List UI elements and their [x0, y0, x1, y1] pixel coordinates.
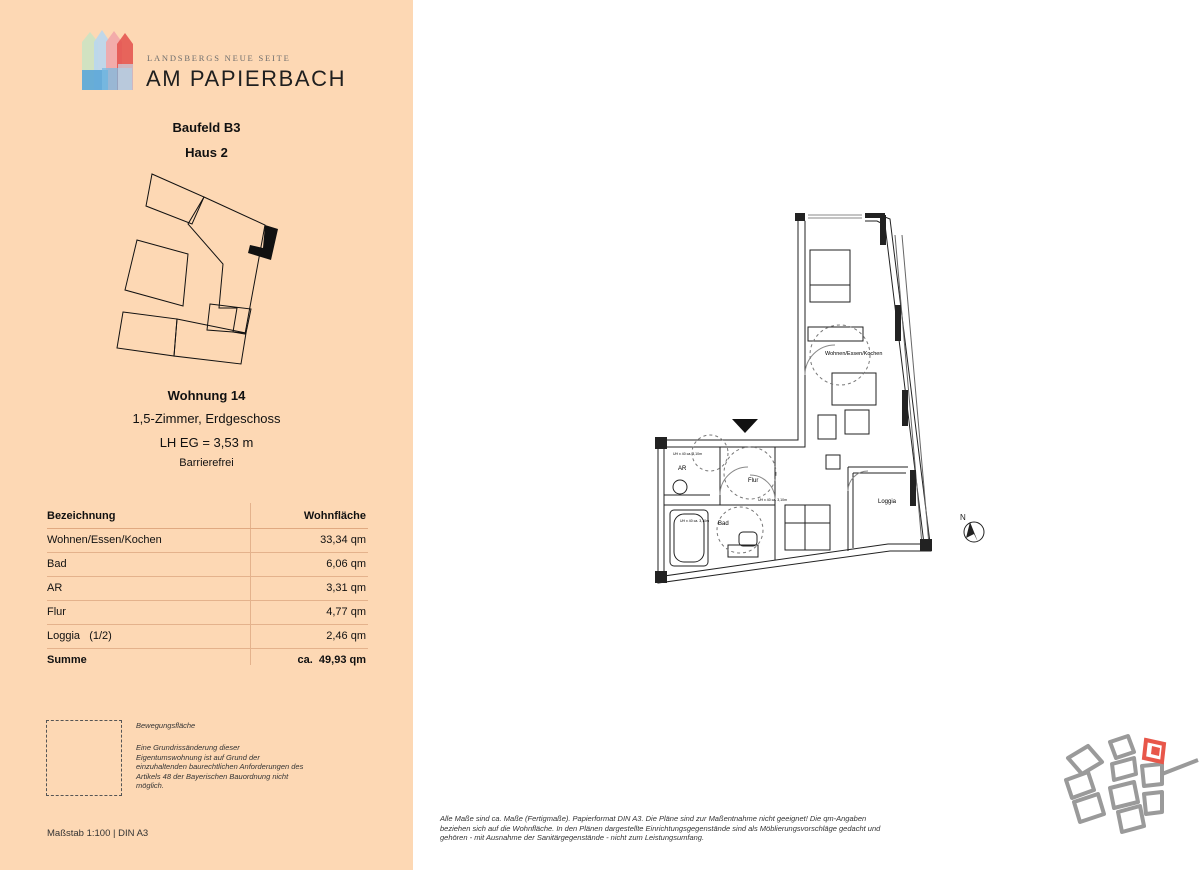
room-label-loggia: Loggia	[878, 499, 897, 505]
table-row	[47, 577, 368, 601]
floor-plan	[640, 205, 950, 595]
table-row	[47, 529, 368, 553]
site-map-icon	[1058, 728, 1200, 838]
row-area: 3,31 qm	[326, 582, 366, 594]
table-row	[47, 625, 368, 649]
room-label-hall: Flur	[748, 478, 759, 484]
apartment-rooms: 1,5-Zimmer, Erdgeschoss	[132, 411, 281, 426]
plan-note-1: UH x 40 ca. 3,10m	[673, 452, 702, 456]
apartment-access: Barrierefrei	[179, 457, 234, 469]
header-name: Bezeichnung	[47, 510, 116, 522]
legend-title: Bewegungsfläche	[136, 721, 196, 730]
area-table	[47, 505, 368, 672]
apartment-height: LH EG = 3,53 m	[159, 435, 254, 450]
compass-label: N	[960, 513, 966, 522]
building-field: Baufeld B3	[172, 120, 241, 135]
plan-note-3: UH x 40 ca. 3,10m	[758, 498, 787, 502]
north-compass-icon	[952, 508, 992, 548]
row-name: Bad	[47, 558, 67, 570]
room-label-bath: Bad	[718, 521, 729, 527]
building-house: Haus 2	[185, 145, 228, 160]
apartment-title: Wohnung 14	[167, 388, 246, 403]
header-area: Wohnfläche	[303, 510, 366, 522]
room-label-living: Wohnen/Essen/Kochen	[825, 351, 883, 357]
row-name: Wohnen/Essen/Kochen	[47, 534, 162, 546]
table-row	[47, 601, 368, 625]
table-total-row	[47, 649, 368, 672]
row-area: 2,46 qm	[326, 630, 366, 642]
room-label-ar: AR	[678, 466, 687, 472]
brand-name: AM PAPIERBACH	[146, 66, 347, 91]
scale-label: Maßstab 1:100 | DIN A3	[47, 828, 149, 839]
total-area: ca. 49,93 qm	[297, 654, 366, 666]
row-name: AR	[47, 582, 63, 594]
disclaimer-text: Alle Maße sind ca. Maße (Fertigmaße). Papierformat DIN A3. Die Pläne sind zur Maßentnahme nicht geeignet! Die qm-Angaben beziehen sich auf die Wohnfläche. In den Plänen dargestellte Einrichtungsgegenstände sind als Möblierungsvorschläge gedacht und gehören - mit Ausnahme der Sanitärgegenstände - nicht zum Leistungsumfang.	[440, 814, 881, 843]
info-sidebar	[0, 0, 413, 870]
row-area: 4,77 qm	[326, 606, 366, 618]
plan-note-2: UH x 40 ca. 3,10m	[680, 519, 709, 523]
row-name: Flur	[47, 606, 66, 618]
legend-text: Eine Grundrissänderung dieser Eigentumswohnung ist auf Grund der einzuhaltenden baurechtlichen Anforderungen des Artikels 48 der Bayerischen Bauordnung nicht möglich.	[136, 743, 304, 791]
site-key-plan	[115, 168, 285, 368]
table-row	[47, 553, 368, 577]
row-name: Loggia (1/2)	[47, 630, 112, 642]
row-area: 6,06 qm	[326, 558, 366, 570]
movement-area-legend-box	[46, 720, 122, 796]
total-name: Summe	[47, 654, 87, 666]
brand-tagline: LANDSBERGS NEUE SEITE	[147, 53, 291, 63]
table-header	[47, 505, 368, 529]
row-area: 33,34 qm	[320, 534, 366, 546]
